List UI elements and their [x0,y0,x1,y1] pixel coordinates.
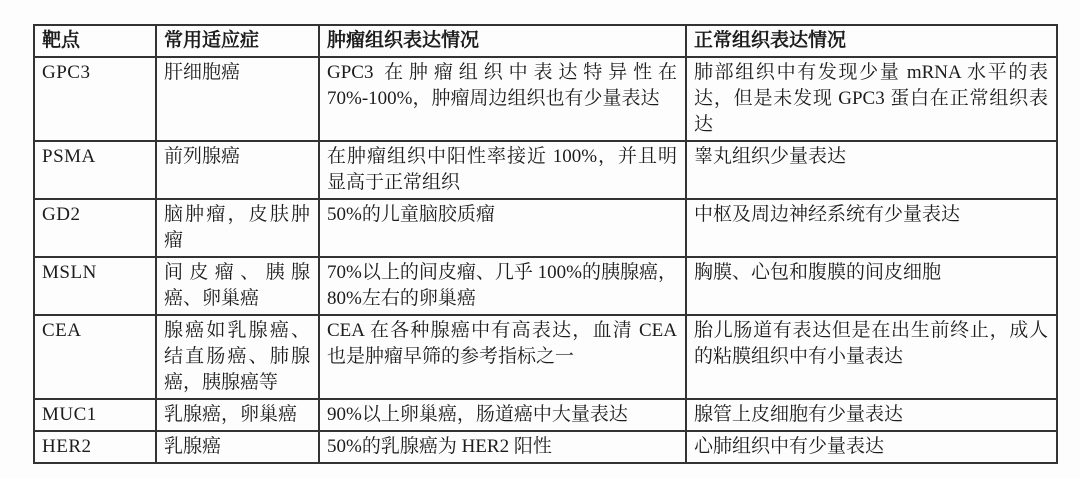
cell-indication: 间皮瘤、胰腺癌、卵巢癌 [156,257,319,315]
cell-target: MSLN [34,257,156,315]
cell-indication: 乳腺癌，卵巢癌 [156,399,319,431]
column-header-target: 靶点 [34,25,156,57]
table-row-her2 [34,431,1057,463]
cell-normal-expression: 肺部组织中有发现少量 mRNA 水平的表达，但是未发现 GPC3 蛋白在正常组织表达 [686,57,1057,141]
cell-normal-expression: 睾丸组织少量表达 [686,141,1057,199]
table-row-gpc3 [34,57,1057,141]
target-expression-table-container [33,24,1056,464]
table-row-cea [34,315,1057,399]
table-row-gd2 [34,199,1057,257]
cell-indication: 前列腺癌 [156,141,319,199]
cell-indication: 肝细胞癌 [156,57,319,141]
cell-indication: 乳腺癌 [156,431,319,463]
cell-target: MUC1 [34,399,156,431]
target-expression-table [33,24,1058,464]
cell-tumor-expression: 在肿瘤组织中阳性率接近 100%，并且明显高于正常组织 [319,141,686,199]
cell-target: GPC3 [34,57,156,141]
cell-target: HER2 [34,431,156,463]
cell-normal-expression: 中枢及周边神经系统有少量表达 [686,199,1057,257]
cell-tumor-expression: 50%的儿童脑胶质瘤 [319,199,686,257]
cell-normal-expression: 心肺组织中有少量表达 [686,431,1057,463]
cell-normal-expression: 胸膜、心包和腹膜的间皮细胞 [686,257,1057,315]
column-header-indication: 常用适应症 [156,25,319,57]
table-row-msln [34,257,1057,315]
cell-tumor-expression: 70%以上的间皮瘤、几乎 100%的胰腺癌，80%左右的卵巢癌 [319,257,686,315]
table-row-muc1 [34,399,1057,431]
table-row-psma [34,141,1057,199]
cell-tumor-expression: CEA 在各种腺癌中有高表达，血清 CEA 也是肿瘤早筛的参考指标之一 [319,315,686,399]
cell-indication: 脑肿瘤，皮肤肿瘤 [156,199,319,257]
table-header-row [34,25,1057,57]
cell-tumor-expression: 90%以上卵巢癌，肠道癌中大量表达 [319,399,686,431]
cell-tumor-expression: 50%的乳腺癌为 HER2 阳性 [319,431,686,463]
cell-target: CEA [34,315,156,399]
cell-normal-expression: 胎儿肠道有表达但是在出生前终止，成人的粘膜组织中有小量表达 [686,315,1057,399]
cell-normal-expression: 腺管上皮细胞有少量表达 [686,399,1057,431]
cell-indication: 腺癌如乳腺癌、结直肠癌、肺腺癌，胰腺癌等 [156,315,319,399]
column-header-tumor-expression: 肿瘤组织表达情况 [319,25,686,57]
cell-target: GD2 [34,199,156,257]
cell-target: PSMA [34,141,156,199]
cell-tumor-expression: GPC3 在肿瘤组织中表达特异性在 70%-100%，肿瘤周边组织也有少量表达 [319,57,686,141]
column-header-normal-expression: 正常组织表达情况 [686,25,1057,57]
